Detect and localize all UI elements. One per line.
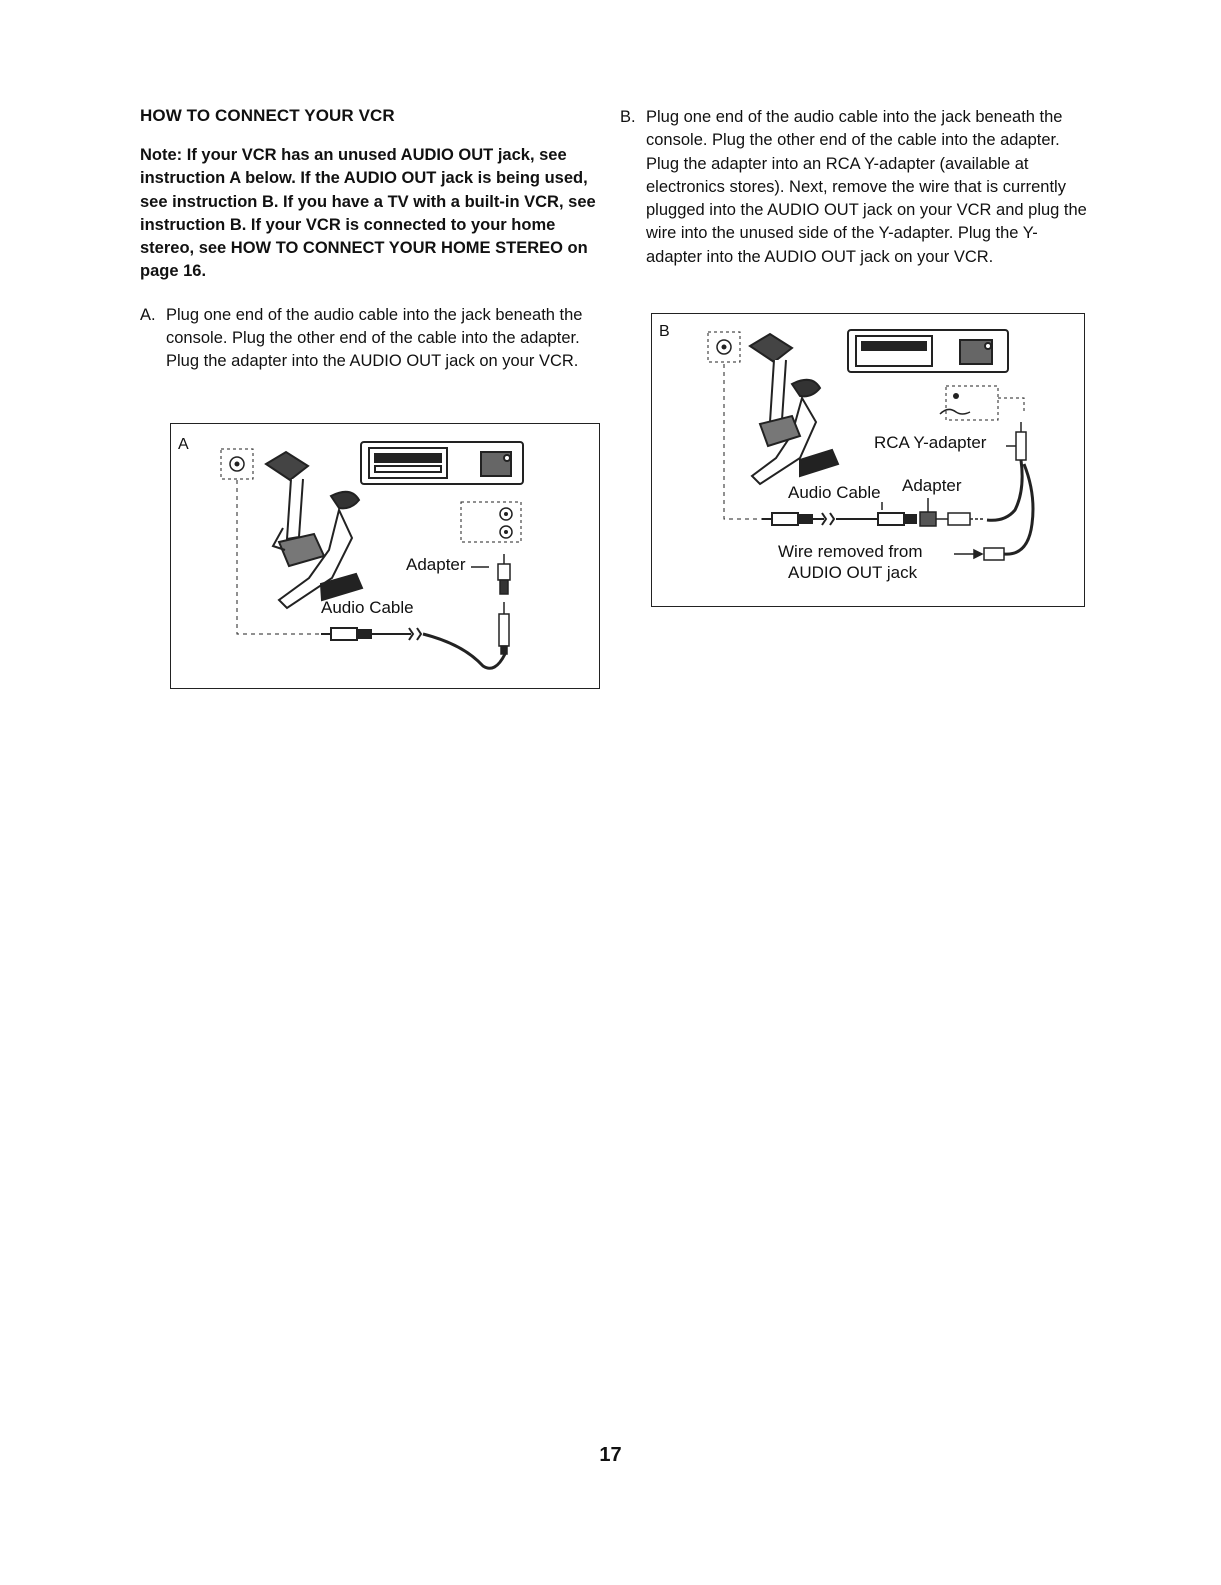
vcr-icon-b (848, 330, 1008, 372)
y-adapter-plug-icon (1006, 422, 1026, 460)
instruction-a-label: A. (140, 305, 156, 324)
exercise-bike-icon-b (750, 334, 838, 484)
vcr-icon (361, 442, 523, 484)
exercise-bike-icon (266, 452, 362, 608)
y-adapter-cable (987, 460, 1022, 520)
audio-cable-label: Audio Cable (321, 598, 414, 617)
adapter-icon-b (920, 498, 984, 526)
audio-cable-label-b: Audio Cable (788, 483, 881, 502)
audio-cable-icon (321, 628, 505, 668)
figure-a (170, 423, 600, 689)
rca-y-adapter-label: RCA Y-adapter (874, 433, 987, 452)
right-column (620, 106, 1090, 269)
note-paragraph: Note: If your VCR has an unused AUDIO OUT jack, see instruction A below. If the AUDIO OUT jack is being used, see instruction B. If you have a TV with a built-in VCR, see instruction B. If your VCR is connected to your home stereo, see HOW TO CONNECT YOUR HOME STEREO on page 16. (140, 146, 596, 281)
instruction-b (620, 106, 1090, 269)
adapter-label-b: Adapter (902, 476, 962, 495)
page-number: 17 (599, 1444, 622, 1466)
adapter-icon (471, 554, 510, 594)
y-adapter-small-icon (940, 409, 970, 414)
wire-removed-label: Wire removed from (778, 542, 923, 561)
y-adapter-jack-box (946, 386, 998, 420)
dashed-wire-b (724, 364, 762, 519)
instruction-a (140, 304, 600, 374)
figure-b (651, 313, 1085, 607)
figure-a-illustration (171, 424, 599, 688)
figure-a-letter: A (178, 436, 189, 453)
audio-out-jack-label: AUDIO OUT jack (788, 563, 918, 582)
instruction-a-text: Plug one end of the audio cable into the jack beneath the console. Plug the other end of the cable into the adapter. Plug the adapter into the AUDIO OUT jack on your VCR. (166, 305, 583, 371)
instruction-b-label: B. (620, 108, 636, 126)
left-column (140, 106, 600, 374)
adapter-label: Adapter (406, 555, 466, 574)
instruction-b-text: Plug one end of the audio cable into the jack beneath the console. Plug the other end of the cable into the adapter. Plug the adapter into an RCA Y-adapter (available at electronics stores). Next, remove the wire that is currently plugged into the AUDIO OUT jack on your VCR and plug the wire into the unused side of the Y-adapter. Plug the Y-adapter into the AUDIO OUT jack on your VCR. (646, 108, 1087, 266)
section-heading: HOW TO CONNECT YOUR VCR (140, 106, 395, 125)
audio-cable-icon-b (762, 502, 916, 525)
figure-b-letter: B (659, 323, 670, 340)
audio-out-jack-box (461, 502, 521, 542)
vertical-plug-icon (499, 602, 509, 654)
